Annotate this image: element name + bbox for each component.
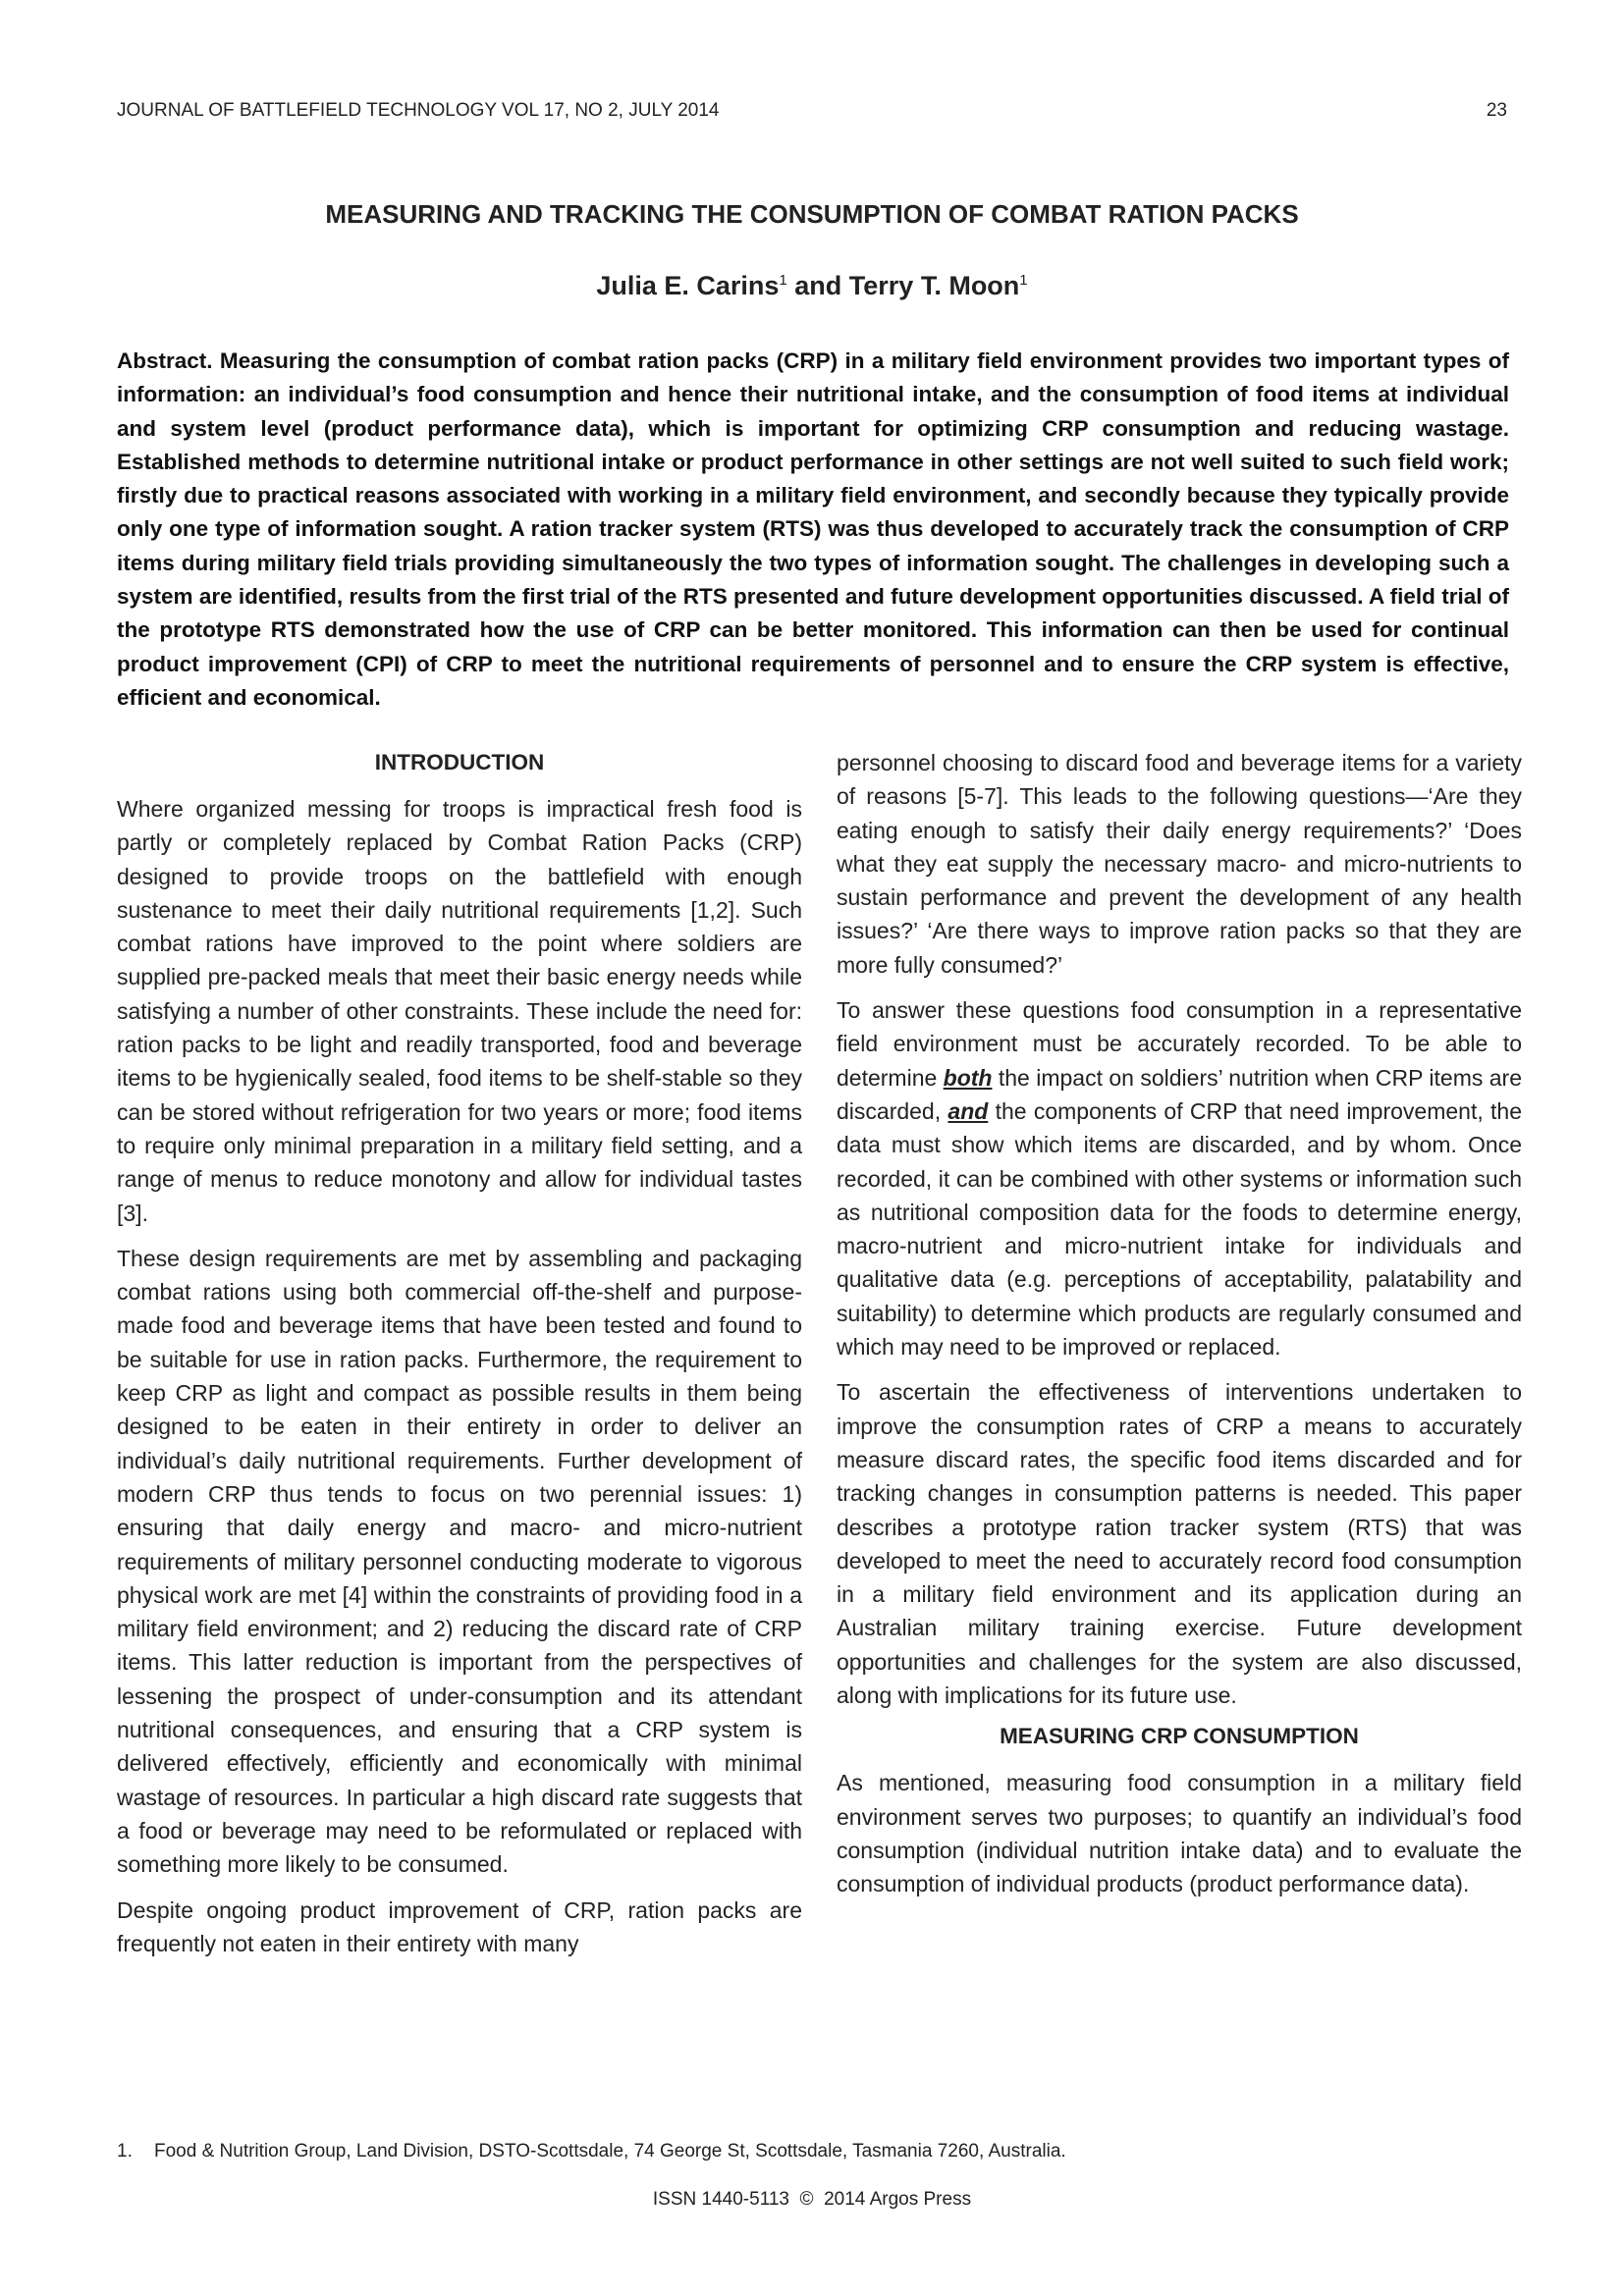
paragraph bbox=[837, 993, 1522, 1363]
paper-title: MEASURING AND TRACKING THE CONSUMPTION OF COMBAT RATION PACKS bbox=[325, 199, 1299, 229]
footnote-text: Food & Nutrition Group, Land Division, DSTO-Scottsdale, 74 George St, Scottsdale, Tasmania 7260, Australia. bbox=[154, 2141, 1066, 2162]
abstract: Abstract. Measuring the consumption of combat ration packs (CRP) in a military field environment provides two important types of information: an individual’s food consumption and hence their nutritional intake, and the consumption of food items at individual and system level (product performance data), which is important for optimizing CRP consumption and reducing wastage. Established methods to determine nutritional intake or product performance in other settings are not well suited to such field work; firstly due to practical reasons associated with working in a military field environment, and secondly because they typically provide only one type of information sought. A ration tracker system (RTS) was thus developed to accurately track the consumption of CRP items during military field trials providing simultaneously the two types of information sought. The challenges in developing such a system are identified, results from the first trial of the RTS presented and future development opportunities discussed. A field trial of the prototype RTS demonstrated how the use of CRP can be better monitored. This information can then be used for continual product improvement (CPI) of CRP to meet the nutritional requirements of personnel and to ensure the CRP system is effective, efficient and economical. bbox=[117, 348, 1509, 710]
journal-name: JOURNAL OF BATTLEFIELD TECHNOLOGY VOL 17, NO 2, JULY 2014 bbox=[117, 100, 720, 121]
section-heading-introduction: INTRODUCTION bbox=[374, 750, 545, 774]
author-2: Terry T. Moon bbox=[848, 271, 1020, 300]
paragraph: These design requirements are met by assembling and packaging combat rations using both commercial off-the-shelf and purpose-made food and beverage items that have been tested and found to be suitable for use in ration packs. Furthermore, the requirement to keep CRP as light and compact as possible results in them being designed to be eaten in their entirety in order to deliver an individual’s daily nutritional requirements. Further development of modern CRP thus tends to focus on two perennial issues: 1) ensuring that daily energy and macro- and micro-nutrient requirements of military personnel conducting moderate to vigorous physical work are met [4] within the constraints of providing food in a military field environment; and 2) reducing the discard rate of CRP items. This latter reduction is important from the perspectives of lessening the prospect of under-consumption and its attendant nutritional consequences, and ensuring that a CRP system is delivered effectively, efficiently and economically with minimal wastage of resources. In particular a high discard rate suggests that a food or beverage may need to be reformulated or replaced with something more likely to be consumed. bbox=[117, 1245, 802, 1878]
author-line bbox=[117, 271, 1507, 301]
paragraph: As mentioned, measuring food consumption in a military field environment serves two purposes; to quantify an individual’s food consumption (individual nutrition intake data) and to evaluate the consumption of individual products (product performance data). bbox=[837, 1770, 1522, 1897]
issn-line: ISSN 1440-5113 © 2014 Argos Press bbox=[652, 2189, 972, 2210]
emphasis-and: and bbox=[947, 1097, 989, 1124]
page-number: 23 bbox=[1486, 100, 1507, 121]
footnote bbox=[117, 2141, 1066, 2163]
running-header bbox=[117, 100, 1507, 122]
text-run: the components of CRP that need improvement, the data must show which items are discarded, and by whom. Once recorded, it can be combined with other systems or information such as nutritional composition data for the foods to determine energy, macro-nutrient and micro-nutrient intake for individuals and qualitative data (e.g. perceptions of acceptability, palatability and suitability) to determine which products are regularly consumed and which may need to be improved or replaced. bbox=[837, 1097, 1522, 1361]
author-conjunction: and bbox=[786, 271, 849, 300]
author-2-affiliation: 1 bbox=[1019, 272, 1028, 289]
paragraph: personnel choosing to discard food and beverage items for a variety of reasons [5-7]. This leads to the following questions—‘Are they eating enough to satisfy their daily energy requirements?’ ‘Does what they eat supply the necessary macro- and micro-nutrients to sustain performance and prevent the development of any health issues?’ ‘Are there ways to improve ration packs so that they are more fully consumed?’ bbox=[837, 750, 1522, 978]
right-column bbox=[837, 746, 1522, 1913]
left-column bbox=[117, 746, 802, 1972]
paragraph: To ascertain the effectiveness of interventions undertaken to improve the consumption rates of CRP a means to accurately measure discard rates, the specific food items discarded and for tracking changes in consumption patterns is needed. This paper describes a prototype ration tracker system (RTS) that was developed to meet the need to accurately record food consumption in a military field environment and its application during an Australian military training exercise. Future development opportunities and challenges for the system are also discussed, along with implications for its future use. bbox=[837, 1379, 1522, 1709]
text-run: the impact on soldiers’ nutrition when CRP items are discarded, bbox=[837, 1064, 1522, 1124]
paragraph: Despite ongoing product improvement of CRP, ration packs are frequently not eaten in their entirety with many bbox=[117, 1896, 802, 1956]
author-1-affiliation: 1 bbox=[779, 272, 787, 289]
footnote-number: 1. bbox=[117, 2141, 133, 2162]
text-run: To answer these questions food consumption in a representative field environment must be accurately recorded. To be able to determine bbox=[837, 997, 1522, 1091]
author-1: Julia E. Carins bbox=[596, 271, 780, 300]
paragraph: Where organized messing for troops is impractical fresh food is partly or completely replaced by Combat Ration Packs (CRP) designed to provide troops on the battlefield with enough sustenance to meet their daily nutritional requirements [1,2]. Such combat rations have improved to the point where soldiers are supplied pre-packed meals that meet their basic energy needs while satisfying a number of other constraints. These include the need for: ration packs to be light and readily transported, food and beverage items to be hygienically sealed, food items to be shelf-stable so they can be stored without refrigeration for two years or more; food items to require only minimal preparation in a military field setting, and a range of menus to reduce monotony and allow for individual tastes [3]. bbox=[117, 796, 802, 1226]
section-heading-measuring: MEASURING CRP CONSUMPTION bbox=[1000, 1724, 1359, 1749]
emphasis-both: both bbox=[943, 1064, 993, 1091]
